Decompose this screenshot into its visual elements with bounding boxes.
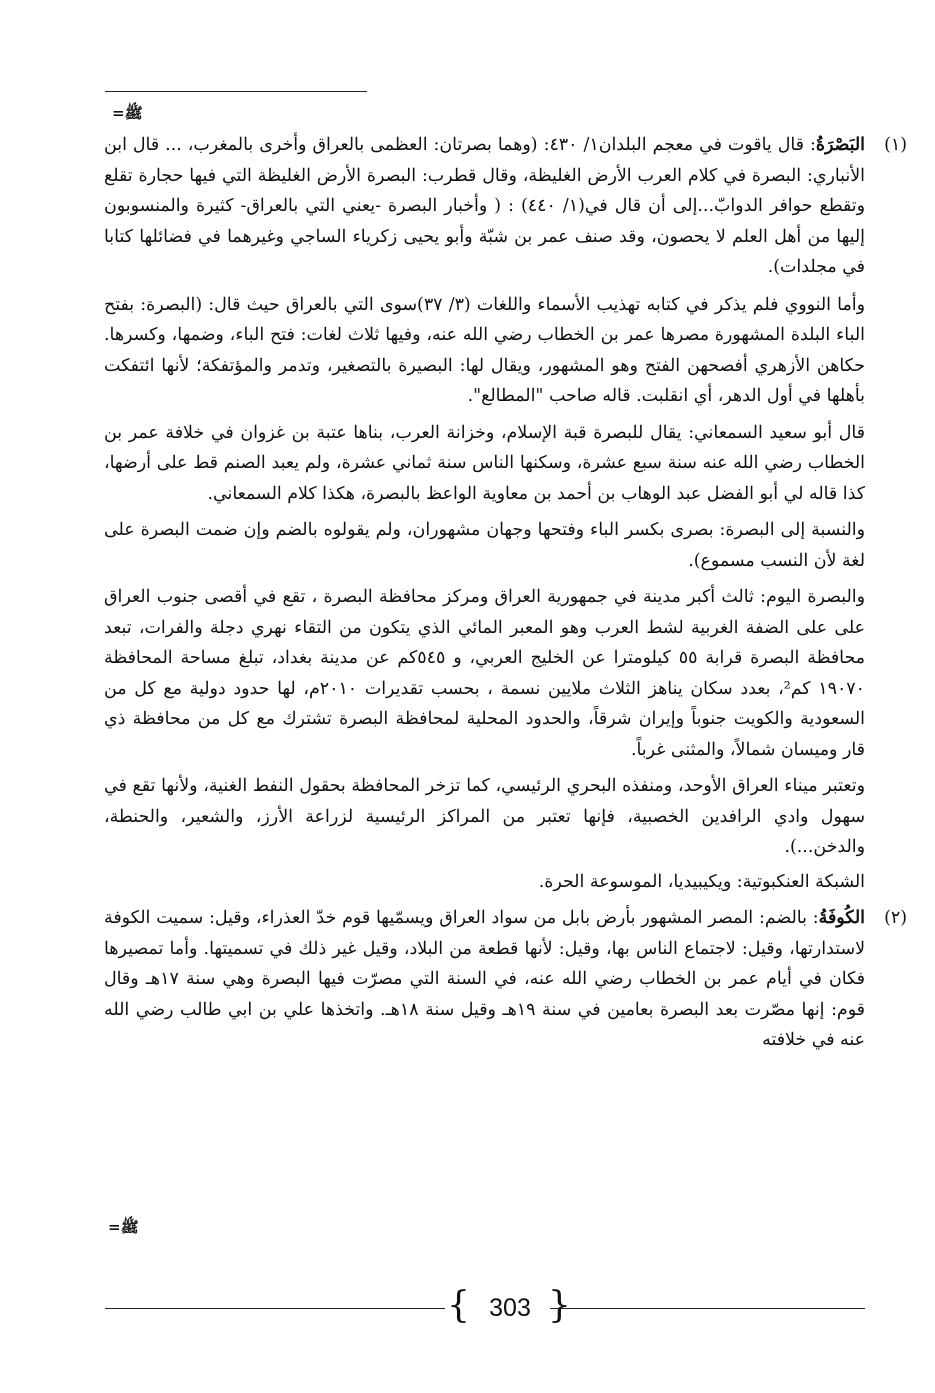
continuation-mark: =ﷺ [112, 104, 143, 122]
paragraph-nisba: والنسبة إلى البصرة: بصرى بكسر الباء وفتحها وجهان مشهوران، ولم يقولوه بالضم وإن ضمت البصرة على لغة لأن النسب مسموع). [104, 520, 865, 571]
footer-rule-left [105, 1308, 445, 1309]
footnotes-body [104, 130, 907, 1063]
footnote-number: (٢) [884, 908, 907, 928]
footnote-text: : بالضم: المصر المشهور بأرض بابل من سواد العراق ويسمّيها قوم خدّ العذراء، وقيل: سميت الكوفة لاستدارتها، وقيل: لاجتماع الناس بها، وقيل: لأنها قطعة من البلاد، وقيل غير ذلك في تسميتها. وأما تمصيرها فكان في أيام عمر بن الخطاب رضي الله عنه، في السنة التي مصرّت فيها البصرة وهي سنة ١٧هـ وقال قوم: إنها مصّرت بعد البصرة بعامين في سنة ١٩هـ وقيل سنة ١٨هـ. واتخذها علي بن ابي طالب رضي الله عنه في خلافته [104, 908, 865, 1050]
paragraph-nawawi: وأما النووي فلم يذكر في كتابه تهذيب الأسماء واللغات (٣/ ٣٧)سوى التي بالعراق حيث قال: (البصرة: بفتح الباء البلدة المشهورة مصرها عمر بن الخطاب رضي الله عنه، وفيها ثلاث لغات: فتح الباء، وضمها، وكسرها. حكاهن الأزهري أفصحهن الفتح وهو المشهور، ويقال لها: البصيرة بالتصغير، وتدمر والمؤتفكة؛ لأنها ائتفكت بأهلها في أول الدهر، أي انقلبت. قاله صاحب "المطالع". [104, 294, 866, 406]
right-brace-ornament: } [548, 1285, 571, 1326]
footnote-1 [104, 130, 907, 283]
paragraph-basra-today: والبصرة اليوم: ثالث أكبر مدينة في جمهورية العراق ومركز محافظة البصرة ، تقع في أقصى جنوب العراق على على الضفة الغربية لشط العرب وهو المعبر المائي الذي يتكون من التقاء نهري دجلة والفرات، تبعد محافظة البصرة قرابة ٥٥ كيلومترا عن الخليج العربي، و ٥٤٥كم عن مدينة بغداد، تبلغ مساحة المحافظة ١٩٠٧٠ كم²، بعدد سكان يناهز الثلاث ملايين نسمة ، بحسب تقديرات ٢٠١٠م، لها حدود دولية مع كل من السعودية والكويت جنوباً وإيران شرقاً، والحدود المحلية لمحافظة البصرة تشترك مع كل من محافظة ذي قار وميسان شمالاً، والمثنى غرباً. [104, 587, 865, 760]
end-continuation-mark: =ﷺ [108, 1218, 139, 1236]
paragraph-source: الشبكة العنكبوتية: ويكيبيديا، الموسوعة الحرة. [538, 871, 865, 892]
footnote-text: : قال ياقوت في معجم البلدان١/ ٤٣٠: (وهما بصرتان: العظمى بالعراق وأخرى بالمغرب، ... قال ابن الأنباري: البصرة في كلام العرب الأرض الغليظة، وقال قطرب: البصرة الأرض الغليظة التي فيها حجارة تقلع وتقطع حوافر الدوابّ...إلى أن قال في(١/ ٤٤٠) : ( وأخبار البصرة -يعني التي بالعراق- كثيرة والمنسوبون إليها من أهل العلم لا يحصون، وقد صنف عمر بن شبّة وأبو يحيى زكرياء الساجي وغيرهما في فضائلها كتابا في مجلدات). [104, 135, 865, 277]
footnote-2 [104, 903, 907, 1056]
footnote-headword: الكُوفَةُ [818, 908, 865, 928]
page-number: 303 [489, 1294, 531, 1322]
footnote-headword: البَصْرَةُ [815, 135, 866, 155]
paragraph-samani: قال أبو سعيد السمعاني: يقال للبصرة قبة الإسلام، وخزانة العرب، بناها عتبة بن غزوان في خلافة عمر بن الخطاب رضي الله عنه سنة سبع عشرة، وسكنها الناس سنة ثماني عشرة، ولم يعبد الصنم قط على أرضها، كذا قاله لي أبو الفضل عبد الوهاب بن أحمد بن معاوية الواعظ بالبصرة، هكذا كلام السمعاني. [104, 422, 865, 504]
top-rule [105, 91, 367, 92]
page-footer [105, 1285, 865, 1328]
footer-rule-right [550, 1308, 865, 1309]
footnote-number: (١) [884, 135, 907, 155]
left-brace-ornament: { [447, 1285, 470, 1326]
paragraph-port: وتعتبر ميناء العراق الأوحد، ومنفذه البحري الرئيسي، كما تزخر المحافظة بحقول النفط الغنية، ولأنها تقع في سهول وادي الرافدين الخصبية، فإنها تعتبر من المراكز الرئيسية لزراعة الأرز، والشعير، والحنطة، والدخن...). [104, 776, 865, 857]
